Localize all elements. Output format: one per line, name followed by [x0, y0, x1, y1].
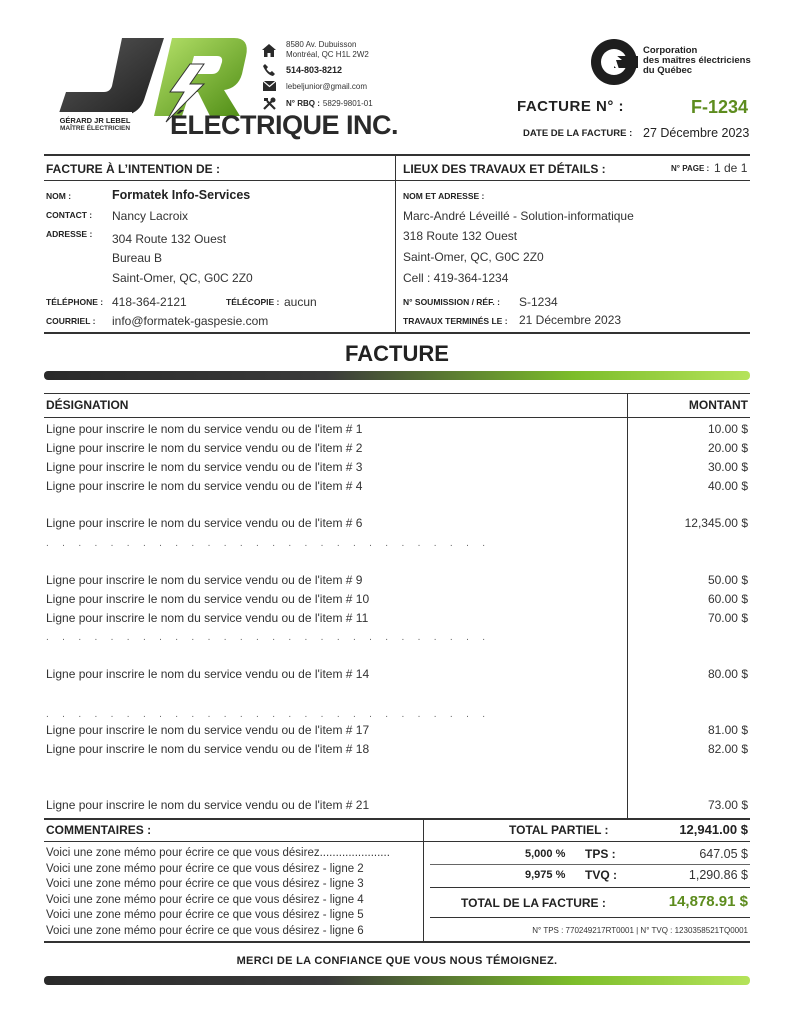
client-address-2: Bureau B: [112, 251, 163, 265]
memo-line: Voici une zone mémo pour écrire ce que vous désirez - ligne 5: [46, 909, 364, 921]
company-name: ÉLECTRIQUE INC.: [170, 110, 399, 140]
fax-label: TÉLÉCOPIE :: [226, 297, 280, 307]
subtotal-value: 12,941.00 $: [679, 822, 748, 837]
table-row: Ligne pour inscrire le nom du service vendu ou de l'item # 4 40.00 $: [46, 479, 748, 493]
owner-title: MAÎTRE ÉLECTRICIEN: [59, 125, 131, 132]
memo-line: Voici une zone mémo pour écrire ce que vous désirez - ligne 4: [46, 893, 364, 906]
table-row: Ligne pour inscrire le nom du service vendu ou de l'item # 10 60.00 $: [46, 592, 748, 606]
owner-name: GÉRARD JR LEBEL: [59, 116, 131, 125]
phone-icon: [260, 64, 278, 76]
client-phone: 418-364-2121: [112, 295, 187, 309]
cmeq-line-3: du Québec: [643, 65, 693, 76]
table-row: Ligne pour inscrire le nom du service vendu ou de l'item # 3 30.00 $: [46, 460, 748, 474]
phone-label: TÉLÉPHONE :: [46, 297, 104, 307]
cmeq-emblem-icon: [590, 38, 638, 86]
invoice-date-label: DATE DE LA FACTURE :: [523, 128, 633, 139]
col-designation: DÉSIGNATION: [46, 398, 129, 412]
tvq-rate: 9,975 %: [525, 869, 566, 881]
green-bar-top: [44, 371, 750, 380]
email-icon: [260, 81, 278, 91]
cmeq-line-1: Corporation: [643, 45, 698, 56]
client-email[interactable]: info@formatek-gaspesie.com: [112, 314, 269, 328]
client-contact: Nancy Lacroix: [112, 209, 189, 223]
total-label: TOTAL DE LA FACTURE :: [461, 896, 606, 910]
invoice-number-label: FACTURE N° :: [517, 98, 624, 115]
table-row: Ligne pour inscrire le nom du service vendu ou de l'item # 2 20.00 $: [46, 441, 748, 455]
comments-block: [46, 846, 390, 939]
memo-line: Voici une zone mémo pour écrire ce que vous désirez - ligne 6: [46, 924, 364, 937]
page-label: N° PAGE :: [671, 164, 710, 173]
email-label: COURRIEL :: [46, 316, 96, 326]
dots-separator: . . . . . . . . . . . . . . . . . . . . . . . . . . . .: [46, 709, 491, 720]
table-row: Ligne pour inscrire le nom du service vendu ou de l'item # 14 80.00 $: [46, 667, 748, 681]
tps-rate: 5,000 %: [525, 848, 566, 860]
table-row: Ligne pour inscrire le nom du service vendu ou de l'item # 21 73.00 $: [46, 798, 748, 812]
address-line-1: 8580 Av. Dubuisson: [286, 40, 357, 49]
address-line-2: Montréal, QC H1L 2W2: [286, 50, 369, 59]
rbq-label: N° RBQ :: [286, 99, 320, 108]
table-row: Ligne pour inscrire le nom du service vendu ou de l'item # 11 70.00 $: [46, 611, 748, 625]
col-amount: MONTANT: [688, 398, 748, 412]
cmeq-line-2: des maîtres électriciens: [643, 55, 751, 66]
worksite-line-4: Cell : 419-364-1234: [403, 271, 509, 285]
bill-to-header: FACTURE À L’INTENTION DE :: [46, 162, 220, 176]
invoice-date: 27 Décembre 2023: [643, 126, 750, 140]
invoice-title: FACTURE: [345, 341, 449, 366]
client-address-1: 304 Route 132 Ouest: [112, 232, 227, 246]
name-address-label: NOM ET ADRESSE :: [403, 191, 485, 201]
page-value: 1 de 1: [714, 161, 748, 175]
client-fax: aucun: [284, 295, 317, 309]
quote-value: S-1234: [519, 295, 558, 309]
invoice-number: F-1234: [690, 97, 748, 117]
subtotal-label: TOTAL PARTIEL :: [509, 823, 609, 837]
address-label: ADRESSE :: [46, 229, 93, 239]
table-row: Ligne pour inscrire le nom du service vendu ou de l'item # 6 12,345.00 $: [46, 516, 748, 530]
tvq-label: TVQ :: [585, 868, 617, 882]
client-name: Formatek Info-Services: [112, 188, 251, 202]
memo-line: Voici une zone mémo pour écrire ce que vous désirez - ligne 3: [46, 878, 364, 890]
completed-label: TRAVAUX TERMINÉS LE :: [403, 316, 508, 326]
tools-icon: [260, 97, 278, 110]
name-label: NOM :: [46, 191, 72, 201]
memo-line: Voici une zone mémo pour écrire ce que vous désirez......................: [46, 847, 390, 859]
company-phone: 514-803-8212: [286, 65, 343, 75]
tps-label: TPS :: [585, 847, 616, 861]
total-value: 14,878.91 $: [668, 893, 748, 910]
comments-header: COMMENTAIRES :: [46, 823, 152, 837]
client-address-3: Saint-Omer, QC, G0C 2Z0: [112, 271, 253, 285]
company-email[interactable]: lebeljunior@gmail.com: [286, 81, 368, 91]
table-row: Ligne pour inscrire le nom du service vendu ou de l'item # 18 82.00 $: [46, 742, 748, 756]
tps-value: 647.05 $: [699, 847, 748, 861]
rbq-value: 5829-9801-01: [322, 99, 373, 108]
completed-value: 21 Décembre 2023: [519, 313, 622, 327]
worksite-line-3: Saint-Omer, QC, G0C 2Z0: [403, 250, 544, 264]
worksite-header: LIEUX DES TRAVAUX ET DÉTAILS :: [403, 162, 606, 176]
quote-label: N° SOUMISSION / RÉF. :: [403, 297, 500, 307]
tvq-value: 1,290.86 $: [688, 868, 748, 882]
dots-separator: . . . . . . . . . . . . . . . . . . . . . . . . . . . .: [46, 632, 491, 643]
home-icon: [260, 44, 278, 57]
worksite-line-2: 318 Route 132 Ouest: [403, 229, 518, 243]
contact-label: CONTACT :: [46, 210, 93, 220]
table-row: Ligne pour inscrire le nom du service vendu ou de l'item # 1 10.00 $: [46, 422, 748, 436]
table-row: Ligne pour inscrire le nom du service vendu ou de l'item # 17 81.00 $: [46, 723, 748, 737]
worksite-line-1: Marc-André Léveillé - Solution-informatique: [403, 209, 634, 223]
table-row: Ligne pour inscrire le nom du service vendu ou de l'item # 9 50.00 $: [46, 573, 748, 587]
dots-separator: . . . . . . . . . . . . . . . . . . . . . . . . . . . .: [46, 538, 491, 549]
thank-you-message: MERCI DE LA CONFIANCE QUE VOUS NOUS TÉMOIGNEZ.: [236, 955, 558, 967]
green-bar-bottom: [44, 976, 750, 985]
tax-numbers: N° TPS : 770249217RT0001 | N° TVQ : 1230358521TQ0001: [532, 926, 748, 935]
address-line: [260, 40, 369, 60]
cmeq-logo: [590, 38, 638, 86]
memo-line: Voici une zone mémo pour écrire ce que vous désirez - ligne 2: [46, 862, 364, 875]
